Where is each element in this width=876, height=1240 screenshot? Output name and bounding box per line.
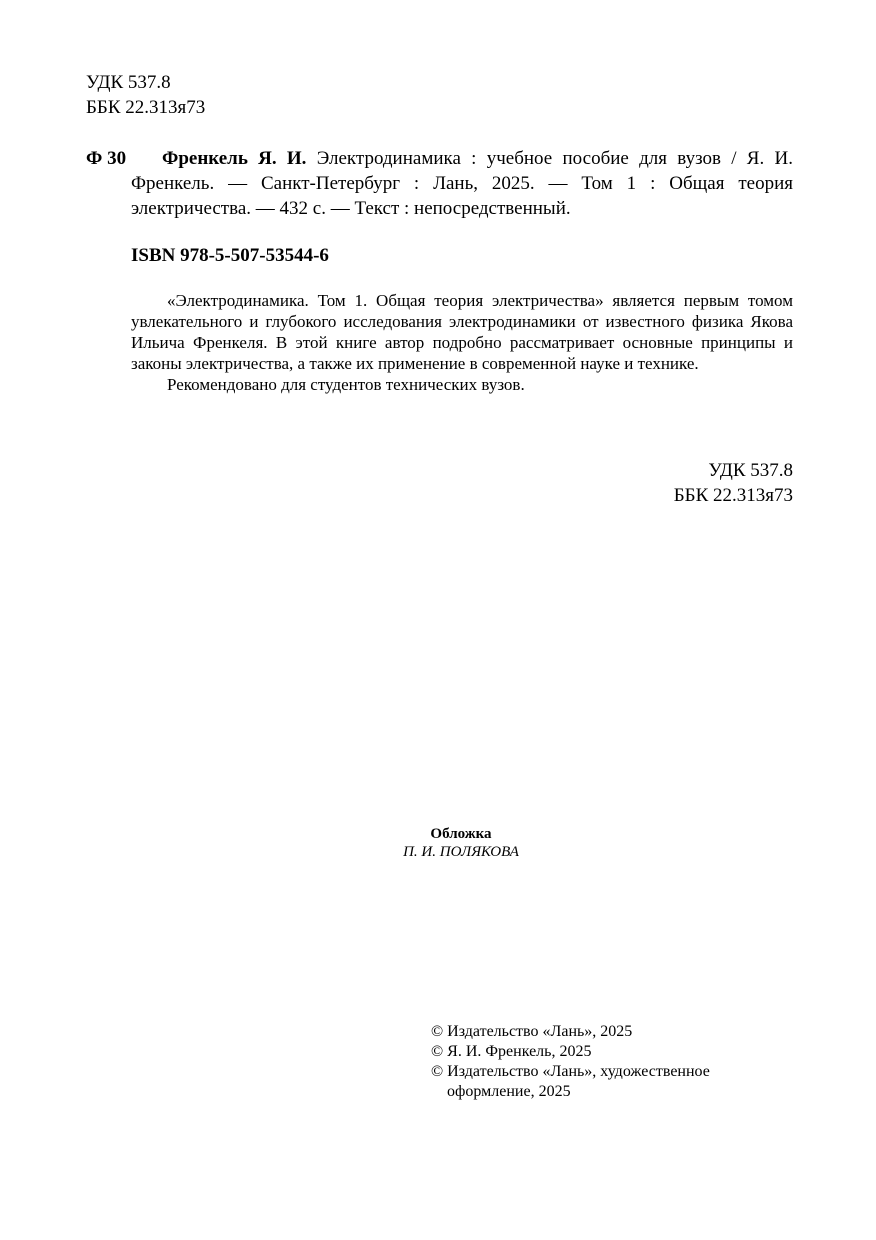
cover-credit: [361, 825, 561, 861]
udk-code: УДК 537.8: [708, 460, 793, 481]
bbk-code: ББК 22.313я73: [673, 485, 793, 506]
copyright-line: © Издательство «Лань», 2025: [431, 1023, 633, 1040]
annotation: [131, 290, 793, 395]
bibliographic-record: [131, 146, 793, 221]
bbk-code: ББК 22.313я73: [86, 97, 206, 118]
author-name: Френкель Я. И.: [162, 148, 307, 169]
classification-codes-top: [86, 70, 205, 120]
cover-label: Обложка: [430, 826, 492, 842]
copyright-line: © Я. И. Френкель, 2025: [431, 1043, 592, 1060]
annotation-summary: «Электродинамика. Том 1. Общая теория электричества» является первым томом увлекательного и глубокого исследования электродинамики от известного физика Якова Ильича Френкеля. В этой книге автор подробно рассматривает основные принципы и законы электричества, а также их применение в современной науке и технике.: [131, 291, 793, 373]
cover-designer: П. И. ПОЛЯКОВА: [403, 844, 519, 860]
copyright-line-continuation: оформление, 2025: [447, 1083, 571, 1100]
catalog-code: Ф 30: [86, 148, 127, 169]
bibliographic-description: Электродинамика : учебное пособие для вузов / Я. И. Френкель. — Санкт-Петербург : Лань, 2025. — Том 1 : Общая теория электричества. — 432 с. — Текст : непосредственный.: [131, 148, 793, 219]
copyright-block: [431, 1022, 710, 1102]
annotation-recommendation: Рекомендовано для студентов технических вузов.: [167, 375, 525, 394]
copyright-line: © Издательство «Лань», художественное: [431, 1063, 710, 1080]
isbn: ISBN 978-5-507-53544-6: [131, 245, 329, 266]
classification-codes-right: [674, 458, 793, 508]
udk-code: УДК 537.8: [86, 72, 171, 93]
